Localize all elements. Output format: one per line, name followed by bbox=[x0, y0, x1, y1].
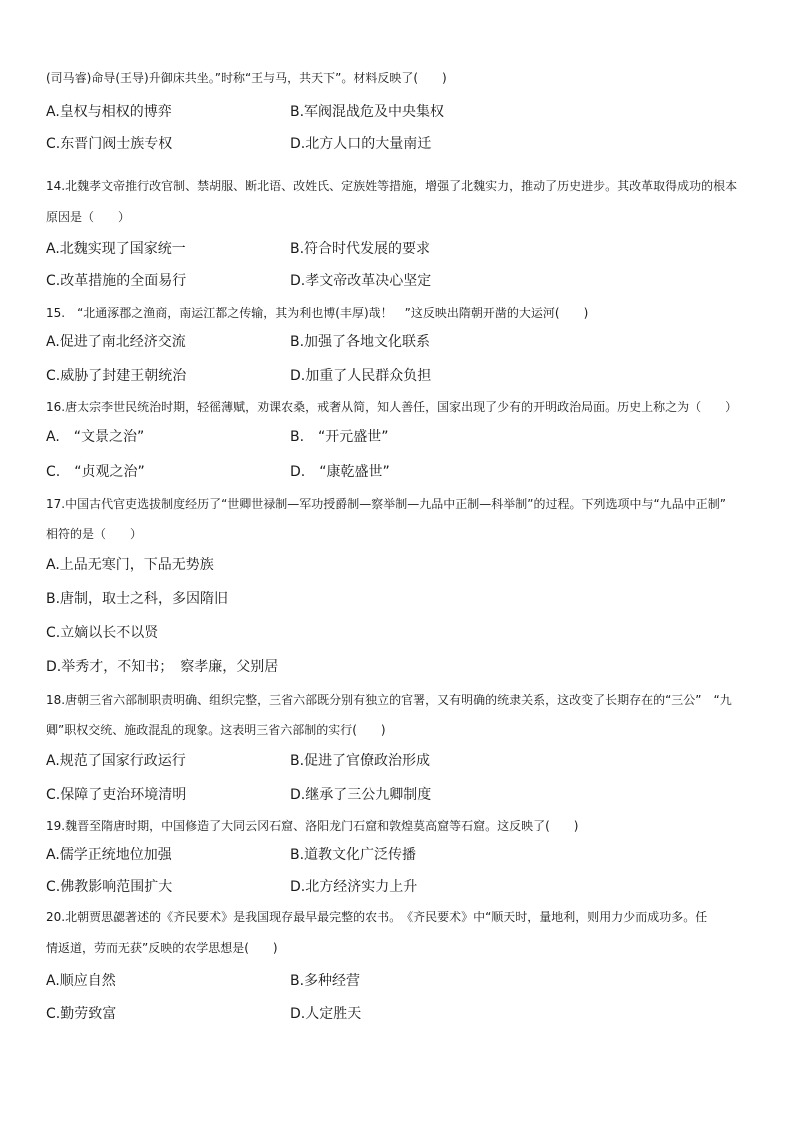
q17-option-c[interactable]: C.立嫡以长不以贤 bbox=[46, 625, 159, 641]
q15-stem: 15. “北通涿郡之渔商，南运江都之传输，其为利也博(丰厚)哉！ ”这反映出隋朝开凿的大运河( ) bbox=[46, 306, 589, 320]
q13-option-b[interactable]: B.军阀混战危及中央集权 bbox=[290, 104, 445, 120]
q18-option-c[interactable]: C.保障了吏治环境清明 bbox=[46, 787, 187, 803]
q19-option-a[interactable]: A.儒学正统地位加强 bbox=[46, 847, 172, 863]
q15-option-b[interactable]: B.加强了各地文化联系 bbox=[290, 334, 431, 350]
q18-stem-line2: 卿”职权交统、施政混乱的现象。这表明三省六部制的实行( ) bbox=[46, 723, 386, 737]
q20-stem-line1: 20.北朝贾思勰著述的《齐民要术》是我国现存最早最完整的农书。 《齐民要术》中“顺天时，量地利，则用力少而成功多。任 bbox=[46, 910, 708, 924]
q20-option-b[interactable]: B.多种经营 bbox=[290, 973, 361, 989]
q19-option-d[interactable]: D.北方经济实力上升 bbox=[290, 879, 418, 895]
q14-option-c[interactable]: C.改革措施的全面易行 bbox=[46, 273, 187, 289]
q14-option-a[interactable]: A.北魏实现了国家统一 bbox=[46, 241, 186, 257]
q14-stem-line1: 14.北魏孝文帝推行改官制、禁胡服、断北语、改姓氏、定族姓等措施，增强了北魏实力，推动了历史进步。其改革取得成功的根本 bbox=[46, 179, 738, 193]
q17-option-a[interactable]: A.上品无寒门，下品无势族 bbox=[46, 557, 214, 573]
q19-stem: 19.魏晋至隋唐时期，中国修造了大同云冈石窟、洛阳龙门石窟和敦煌莫高窟等石窟。这反映了( ) bbox=[46, 819, 579, 833]
q13-option-c[interactable]: C.东晋门阀士族专权 bbox=[46, 136, 173, 152]
q17-stem-line1: 17.中国古代官吏选拔制度经历了“世卿世禄制—军功授爵制—察举制—九品中正制—科举制”的过程。下列选项中与“九品中正制” bbox=[46, 497, 726, 511]
q13-option-a[interactable]: A.皇权与相权的博弈 bbox=[46, 104, 172, 120]
q20-option-a[interactable]: A.顺应自然 bbox=[46, 973, 116, 989]
q15-option-c[interactable]: C.威胁了封建王朝统治 bbox=[46, 368, 187, 384]
q18-option-b[interactable]: B.促进了官僚政治形成 bbox=[290, 753, 431, 769]
q16-option-d[interactable]: D. “康乾盛世” bbox=[290, 464, 390, 480]
q19-option-c[interactable]: C.佛教影响范围扩大 bbox=[46, 879, 173, 895]
q14-stem-line2: 原因是（ ） bbox=[46, 210, 131, 224]
q19-option-b[interactable]: B.道教文化广泛传播 bbox=[290, 847, 417, 863]
q14-option-d[interactable]: D.孝文帝改革决心坚定 bbox=[290, 273, 432, 289]
q18-option-d[interactable]: D.继承了三公九卿制度 bbox=[290, 787, 432, 803]
q16-option-c[interactable]: C. “贞观之治” bbox=[46, 464, 145, 480]
q18-stem-line1: 18.唐朝三省六部制职责明确、组织完整，三省六部既分别有独立的官署，又有明确的统隶关系，这改变了长期存在的“三公” “九 bbox=[46, 693, 732, 707]
q14-option-b[interactable]: B.符合时代发展的要求 bbox=[290, 241, 431, 257]
q18-option-a[interactable]: A.规范了国家行政运行 bbox=[46, 753, 186, 769]
q16-option-b[interactable]: B. “开元盛世” bbox=[290, 429, 389, 445]
q13-stem: (司马睿)命导(王导)升御床共坐。”时称“王与马，共天下”。材料反映了( ) bbox=[46, 71, 447, 85]
q20-option-c[interactable]: C.勤劳致富 bbox=[46, 1006, 117, 1022]
q20-stem-line2: 情返道，劳而无获”反映的农学思想是( ) bbox=[46, 941, 278, 955]
q15-option-a[interactable]: A.促进了南北经济交流 bbox=[46, 334, 186, 350]
q17-option-d[interactable]: D.举秀才，不知书； 察孝廉，父别居 bbox=[46, 659, 279, 675]
q16-option-a[interactable]: A. “文景之治” bbox=[46, 429, 145, 445]
q17-option-b[interactable]: B.唐制，取士之科，多因隋旧 bbox=[46, 591, 229, 607]
q15-option-d[interactable]: D.加重了人民群众负担 bbox=[290, 368, 432, 384]
q17-stem-line2: 相符的是（ ） bbox=[46, 527, 143, 541]
q16-stem: 16.唐太宗李世民统治时期，轻徭薄赋，劝课农桑，戒奢从简，知人善任，国家出现了少有的开明政治局面。历史上称之为（ ） bbox=[46, 400, 738, 414]
q20-option-d[interactable]: D.人定胜天 bbox=[290, 1006, 362, 1022]
q13-option-d[interactable]: D.北方人口的大量南迁 bbox=[290, 136, 432, 152]
